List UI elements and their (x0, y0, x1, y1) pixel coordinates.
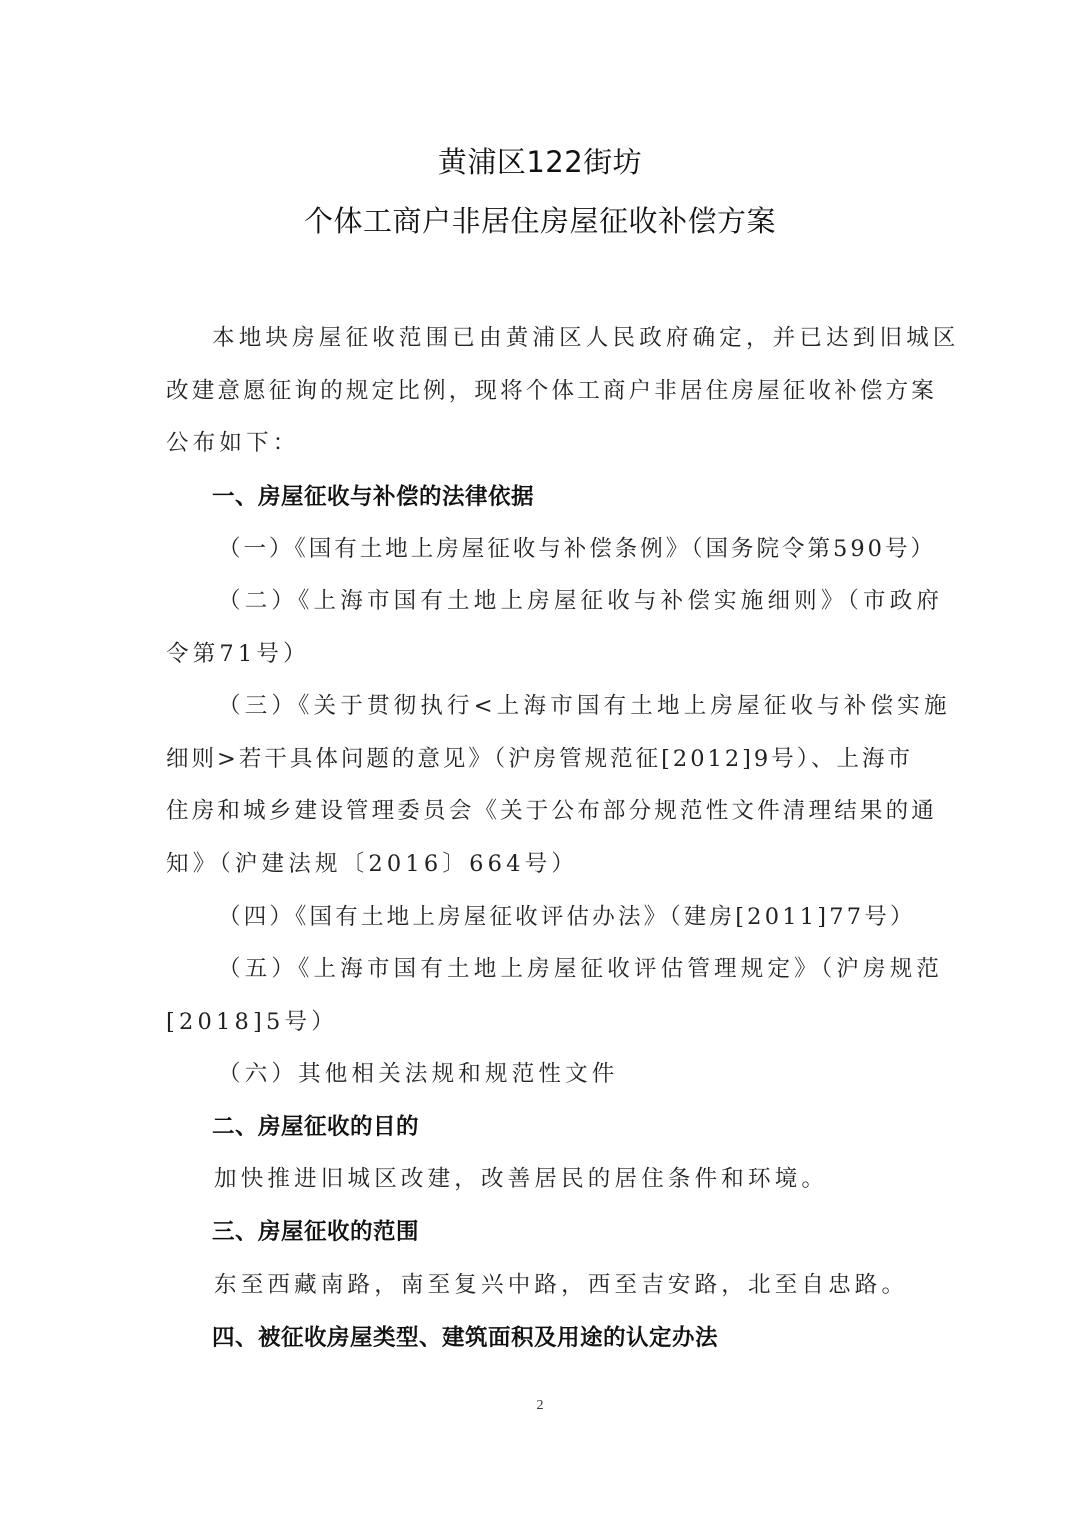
section-1-item-5-line-1: （五）《上海市国有土地上房屋征收评估管理规定》（沪房规范 (218, 956, 944, 982)
intro-paragraph-line-3: 公布如下： (166, 430, 300, 456)
section-1-heading: 一、房屋征收与补偿的法律依据 (212, 484, 535, 510)
section-1-item-3-line-3: 住房和城乡建设管理委员会《关于公布部分规范性文件清理结果的通 (166, 798, 938, 824)
section-2-text: 加快推进旧城区改建，改善居民的居住条件和环境。 (214, 1166, 829, 1192)
section-1-item-1: （一）《国有土地上房屋征收与补偿条例》（国务院令第590号） (218, 536, 936, 562)
section-1-item-4: （四）《国有土地上房屋征收评估办法》（建房[2011]77号） (218, 904, 916, 930)
section-3-heading: 三、房屋征收的范围 (212, 1219, 420, 1245)
section-1-item-3-line-2: 细则>若干具体问题的意见》（沪房管规范征[2012]9号）、上海市 (166, 746, 913, 772)
page-number: 2 (536, 1398, 544, 1413)
section-4-heading: 四、被征收房屋类型、建筑面积及用途的认定办法 (212, 1325, 719, 1351)
section-1-item-3-line-4: 知》（沪建法规〔2016〕664号） (166, 851, 579, 877)
intro-paragraph-line-2: 改建意愿征询的规定比例，现将个体工商户非居住房屋征收补偿方案 (166, 378, 938, 404)
section-1-item-2-line-1: （二）《上海市国有土地上房屋征收与补偿实施细则》（市政府 (218, 588, 944, 614)
section-3-text: 东至西藏南路，南至复兴中路，西至吉安路，北至自忠路。 (214, 1272, 909, 1298)
section-1-item-5-line-2: [2018]5号） (166, 1009, 338, 1035)
section-1-item-2-line-2: 令第71号） (166, 641, 310, 667)
document-title-line-1: 黄浦区122街坊 (437, 145, 643, 179)
document-title-line-2: 个体工商户非居住房屋征收补偿方案 (303, 204, 776, 238)
section-1-item-6: （六）其他相关法规和规范性文件 (218, 1061, 619, 1087)
section-1-item-3-line-1: （三）《关于贯彻执行<上海市国有土地上房屋征收与补偿实施 (218, 693, 951, 719)
section-2-heading: 二、房屋征收的目的 (212, 1114, 420, 1140)
intro-paragraph-line-1: 本地块房屋征收范围已由黄浦区人民政府确定，并已达到旧城区 (212, 325, 960, 351)
